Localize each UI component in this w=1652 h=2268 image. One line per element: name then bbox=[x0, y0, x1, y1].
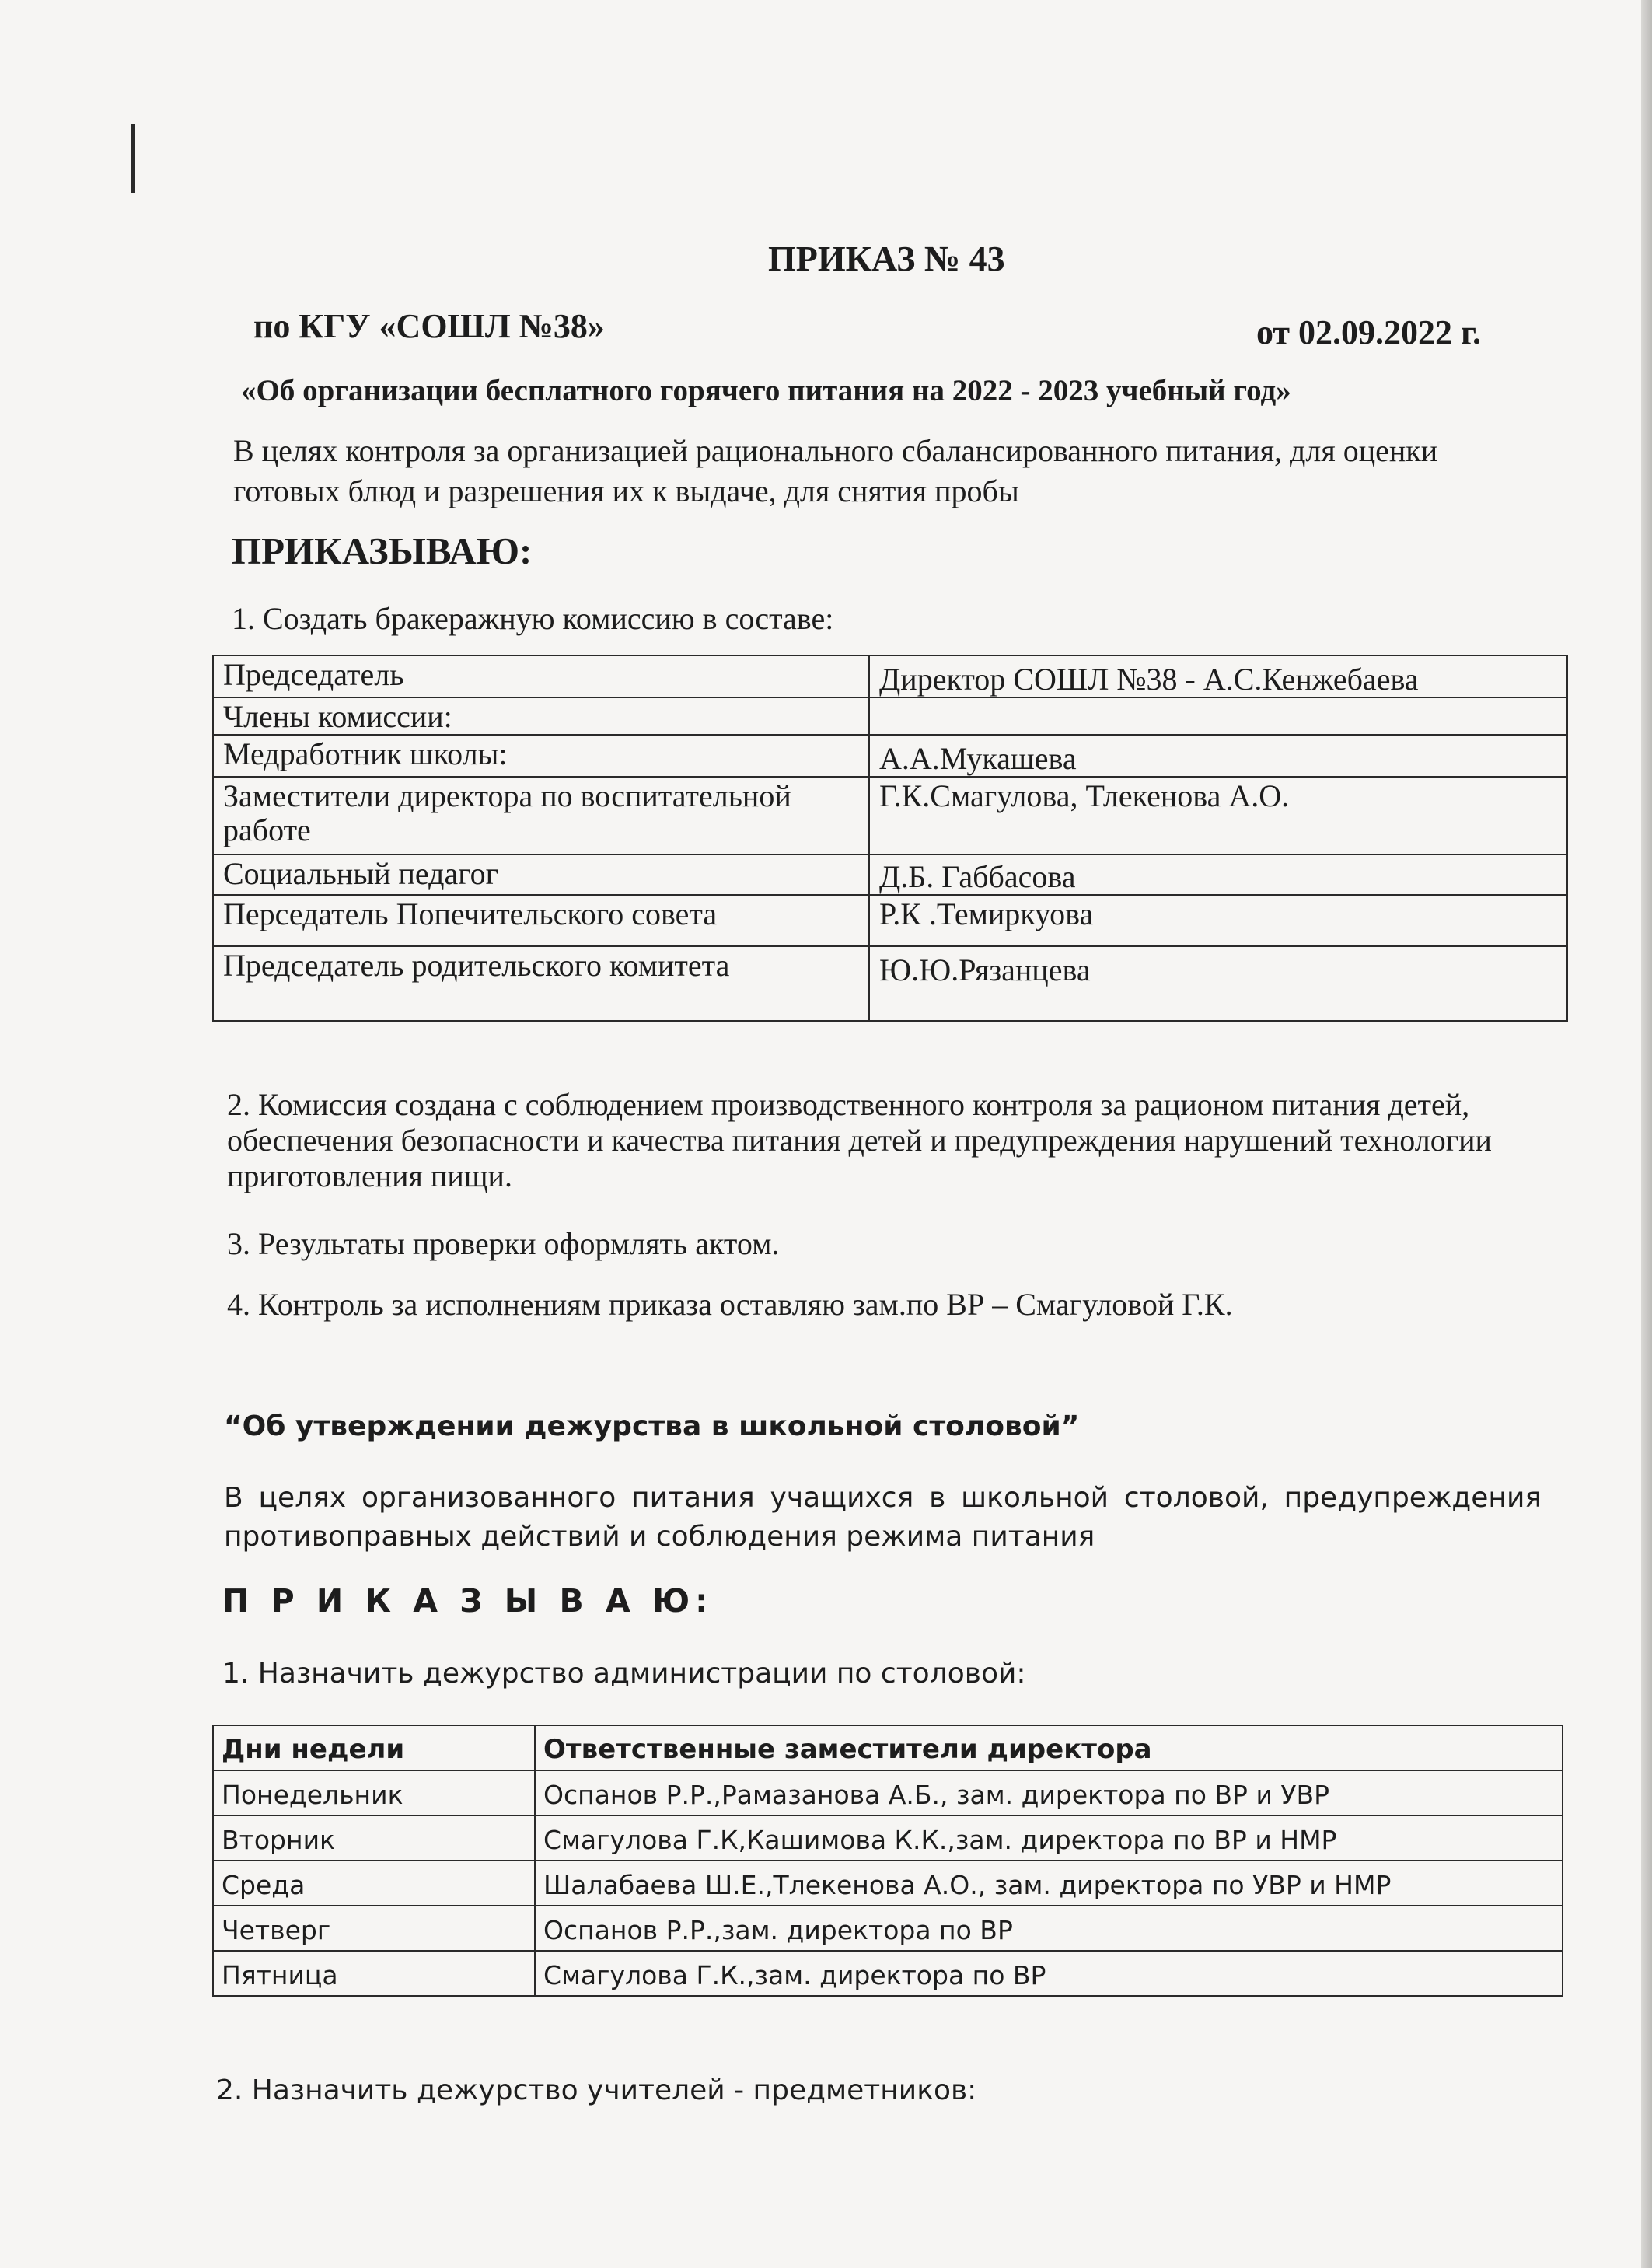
order-word: ПРИКАЗЫВАЮ: bbox=[232, 529, 533, 572]
order-title: ПРИКАЗ № 43 bbox=[768, 239, 1005, 278]
item-3: 3. Результаты проверки оформлять актом. bbox=[227, 1226, 780, 1261]
duty-intro-paragraph: В целях организованного питания учащихся в школьной столовой, предупреждения противоправных действий и соблюдения режима питания bbox=[224, 1482, 1542, 1553]
responsible-cell: Шалабаева Ш.Е.,Тлекенова А.О., зам. директора по УВР и НМР bbox=[535, 1861, 1563, 1906]
table-row bbox=[213, 854, 1567, 895]
role-cell: Медработник школы: bbox=[213, 735, 869, 777]
item-4: 4. Контроль за исполнениям приказа оставляю зам.по ВР – Смагуловой Г.К. bbox=[227, 1287, 1233, 1322]
table-header-row bbox=[213, 1725, 1563, 1770]
duty-table bbox=[212, 1725, 1563, 1997]
day-cell: Пятница bbox=[213, 1951, 535, 1996]
person-cell bbox=[869, 697, 1567, 735]
person-cell: Директор СОШЛ №38 - А.С.Кенжебаева bbox=[869, 655, 1567, 697]
commission-table bbox=[212, 655, 1568, 1022]
table-row bbox=[213, 895, 1567, 946]
person-cell: Д.Б. Габбасова bbox=[869, 854, 1567, 895]
duty-order-word: П Р И К А З Ы В А Ю: bbox=[222, 1582, 714, 1620]
duty-subject: “Об утверждении дежурства в школьной столовой” bbox=[224, 1410, 1080, 1442]
role-cell: Заместители директора по воспитательной работе bbox=[213, 777, 869, 854]
role-cell: Председатель родительского комитета bbox=[213, 946, 869, 1021]
day-cell: Вторник bbox=[213, 1815, 535, 1861]
role-cell: Социальный педагог bbox=[213, 854, 869, 895]
duty-item-2: 2. Назначить дежурство учителей - предметников: bbox=[216, 2074, 977, 2106]
header-responsible: Ответственные заместители директора bbox=[535, 1725, 1563, 1770]
table-row bbox=[213, 697, 1567, 735]
page-edge bbox=[1641, 0, 1652, 2268]
person-cell: Ю.Ю.Рязанцева bbox=[869, 946, 1567, 1021]
item-1: 1. Создать бракеражную комиссию в составе: bbox=[232, 601, 834, 636]
table-row bbox=[213, 777, 1567, 854]
duty-item-1: 1. Назначить дежурство администрации по столовой: bbox=[222, 1658, 1026, 1690]
role-cell: Председатель bbox=[213, 655, 869, 697]
scan-mark bbox=[131, 124, 135, 193]
table-row bbox=[213, 655, 1567, 697]
day-cell: Понедельник bbox=[213, 1770, 535, 1815]
responsible-cell: Смагулова Г.К,Кашимова К.К.,зам. директора по ВР и НМР bbox=[535, 1815, 1563, 1861]
table-row bbox=[213, 1951, 1563, 1996]
table-row bbox=[213, 1815, 1563, 1861]
responsible-cell: Смагулова Г.К.,зам. директора по ВР bbox=[535, 1951, 1563, 1996]
person-cell: Р.К .Темиркуова bbox=[869, 895, 1567, 946]
responsible-cell: Оспанов Р.Р.,зам. директора по ВР bbox=[535, 1906, 1563, 1951]
table-row bbox=[213, 735, 1567, 777]
person-cell: А.А.Мукашева bbox=[869, 735, 1567, 777]
table-row bbox=[213, 1906, 1563, 1951]
intro-paragraph: В целях контроля за организацией рационального сбалансированного питания, для оценки готовых блюд и разрешения их к выдаче, для снятия пробы bbox=[233, 433, 1438, 508]
organization-line: по КГУ «СОШЛ №38» bbox=[253, 307, 605, 345]
table-row bbox=[213, 1770, 1563, 1815]
order-subject: «Об организации бесплатного горячего питания на 2022 - 2023 учебный год» bbox=[241, 374, 1291, 407]
person-cell: Г.К.Смагулова, Тлекенова А.О. bbox=[869, 777, 1567, 854]
table-row bbox=[213, 1861, 1563, 1906]
order-date: от 02.09.2022 г. bbox=[1256, 313, 1482, 351]
responsible-cell: Оспанов Р.Р.,Рамазанова А.Б., зам. директора по ВР и УВР bbox=[535, 1770, 1563, 1815]
header-day: Дни недели bbox=[213, 1725, 535, 1770]
table-row bbox=[213, 946, 1567, 1021]
role-cell: Члены комиссии: bbox=[213, 697, 869, 735]
item-2: 2. Комиссия создана с соблюдением производственного контроля за рационом питания детей, обеспечения безопасности и качества питания детей и предупреждения нарушений технологии приготовления пищи. bbox=[227, 1087, 1492, 1193]
role-cell: Перседатель Попечительского совета bbox=[213, 895, 869, 946]
day-cell: Среда bbox=[213, 1861, 535, 1906]
day-cell: Четверг bbox=[213, 1906, 535, 1951]
